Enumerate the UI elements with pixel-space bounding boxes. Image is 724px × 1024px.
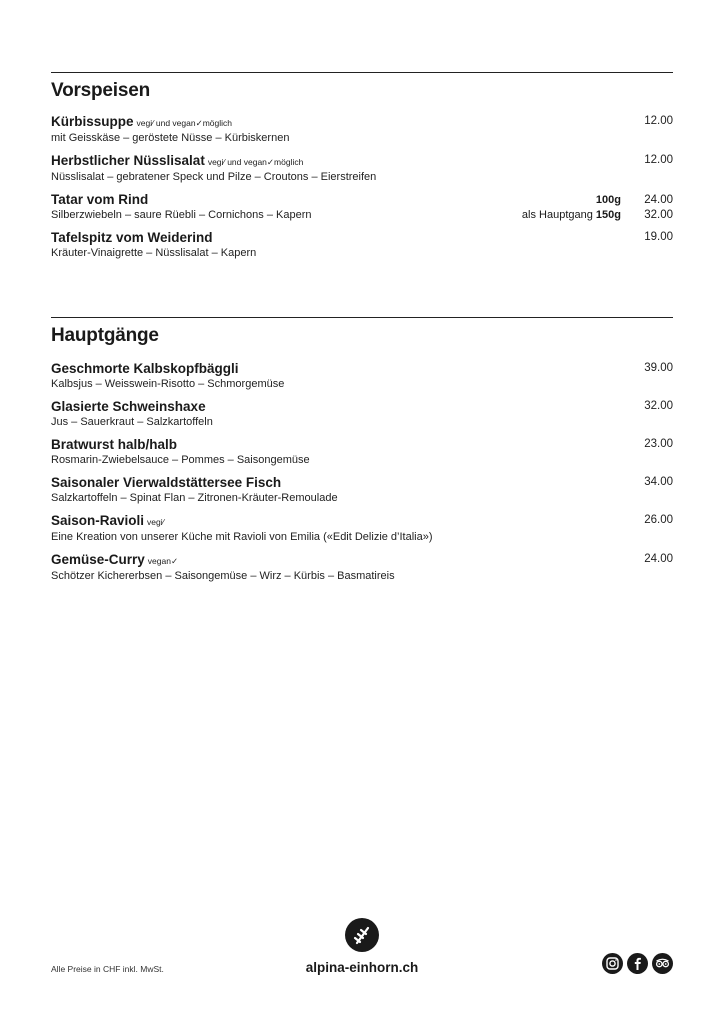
dish-schweinshaxe xyxy=(51,399,673,430)
dish-name: Saisonaler Vierwaldstättersee Fisch xyxy=(51,475,282,490)
dish-kuerbissuppe xyxy=(51,114,673,146)
dish-description: Nüsslisalat – gebratener Speck und Pilze – Croutons – Eierstreifen xyxy=(51,171,377,183)
dish-description: Kräuter-Vinaigrette – Nüsslisalat – Kapern xyxy=(51,247,257,259)
dish-name: Tatar vom Rind xyxy=(51,192,149,207)
dish-price: 24.00 xyxy=(644,553,673,565)
dish-price: 24.00 xyxy=(644,194,673,206)
dish-list xyxy=(51,361,673,584)
section-divider xyxy=(51,317,673,318)
dish-name: Glasierte Schweinshaxe xyxy=(51,399,206,414)
facebook-icon[interactable] xyxy=(627,953,648,974)
portion-weight: 100g xyxy=(595,194,621,206)
dish-price: 12.00 xyxy=(644,154,673,166)
dish-price: 34.00 xyxy=(644,476,673,488)
dish-description: Kalbsjus – Weisswein-Risotto – Schmorgemüse xyxy=(51,378,285,390)
dish-description: Jus – Sauerkraut – Salzkartoffeln xyxy=(51,416,213,428)
section-divider xyxy=(51,72,673,73)
section-hauptgaenge xyxy=(51,317,673,591)
dish-price: 23.00 xyxy=(644,438,673,450)
section-title: Hauptgänge xyxy=(51,325,159,346)
portion-weight: 150g xyxy=(595,209,621,221)
dish-ravioli xyxy=(51,513,673,545)
dish-description: Eine Kreation von unserer Küche mit Ravioli von Emilia («Edit Delizie d’Italia») xyxy=(51,531,433,543)
price-note: Alle Preise in CHF inkl. MwSt. xyxy=(51,964,164,974)
dish-list xyxy=(51,114,673,261)
dish-name: Tafelspitz vom Weiderind xyxy=(51,230,213,245)
diet-tag: vegi∕ und vegan✓möglich xyxy=(207,157,304,167)
website-link[interactable]: alpina-einhorn.ch xyxy=(305,960,419,975)
social-links xyxy=(602,953,673,974)
dish-price: 32.00 xyxy=(644,400,673,412)
dish-fisch xyxy=(51,475,673,506)
dish-description: Silberzwiebeln – saure Rüebli – Cornichons – Kapern xyxy=(51,209,312,221)
dish-description: Rosmarin-Zwiebelsauce – Pommes – Saisongemüse xyxy=(51,454,310,466)
dish-name: Kürbissuppe xyxy=(51,114,134,129)
portion-label: als Hauptgang xyxy=(521,209,593,221)
diet-tag: vegi∕ xyxy=(147,517,165,527)
dish-tafelspitz xyxy=(51,230,673,261)
dish-kalbskopfbaeggli xyxy=(51,361,673,392)
portion-sizes xyxy=(522,193,621,223)
dish-description: Schötzer Kichererbsen – Saisongemüse – Wirz – Kürbis – Basmatireis xyxy=(51,570,395,582)
section-vorspeisen xyxy=(51,72,673,268)
dish-price: 12.00 xyxy=(644,115,673,127)
dish-bratwurst xyxy=(51,437,673,468)
instagram-icon[interactable] xyxy=(602,953,623,974)
dish-name: Herbstlicher Nüsslisalat xyxy=(51,153,205,168)
diet-tag: vegi∕ und vegan✓möglich xyxy=(136,118,233,128)
dish-price: 26.00 xyxy=(644,514,673,526)
diet-tag: vegan✓ xyxy=(147,556,179,566)
dish-price: 19.00 xyxy=(644,231,673,243)
section-title: Vorspeisen xyxy=(51,80,151,101)
dish-curry xyxy=(51,552,673,584)
dish-price: 32.00 xyxy=(644,209,673,221)
dish-prices xyxy=(644,193,673,223)
dish-price: 39.00 xyxy=(644,362,673,374)
dish-tatar xyxy=(51,192,673,223)
dish-name: Bratwurst halb/halb xyxy=(51,437,178,452)
dish-name: Saison-Ravioli xyxy=(51,513,145,528)
dish-name: Gemüse-Curry xyxy=(51,552,145,567)
dish-description: mit Geisskäse – geröstete Nüsse – Kürbiskernen xyxy=(51,132,290,144)
dish-name: Geschmorte Kalbskopfbäggli xyxy=(51,361,239,376)
unicorn-horn-icon xyxy=(345,918,379,952)
dish-nuesslisalat xyxy=(51,153,673,185)
dish-description: Salzkartoffeln – Spinat Flan – Zitronen-Kräuter-Remoulade xyxy=(51,492,338,504)
tripadvisor-icon[interactable] xyxy=(652,953,673,974)
